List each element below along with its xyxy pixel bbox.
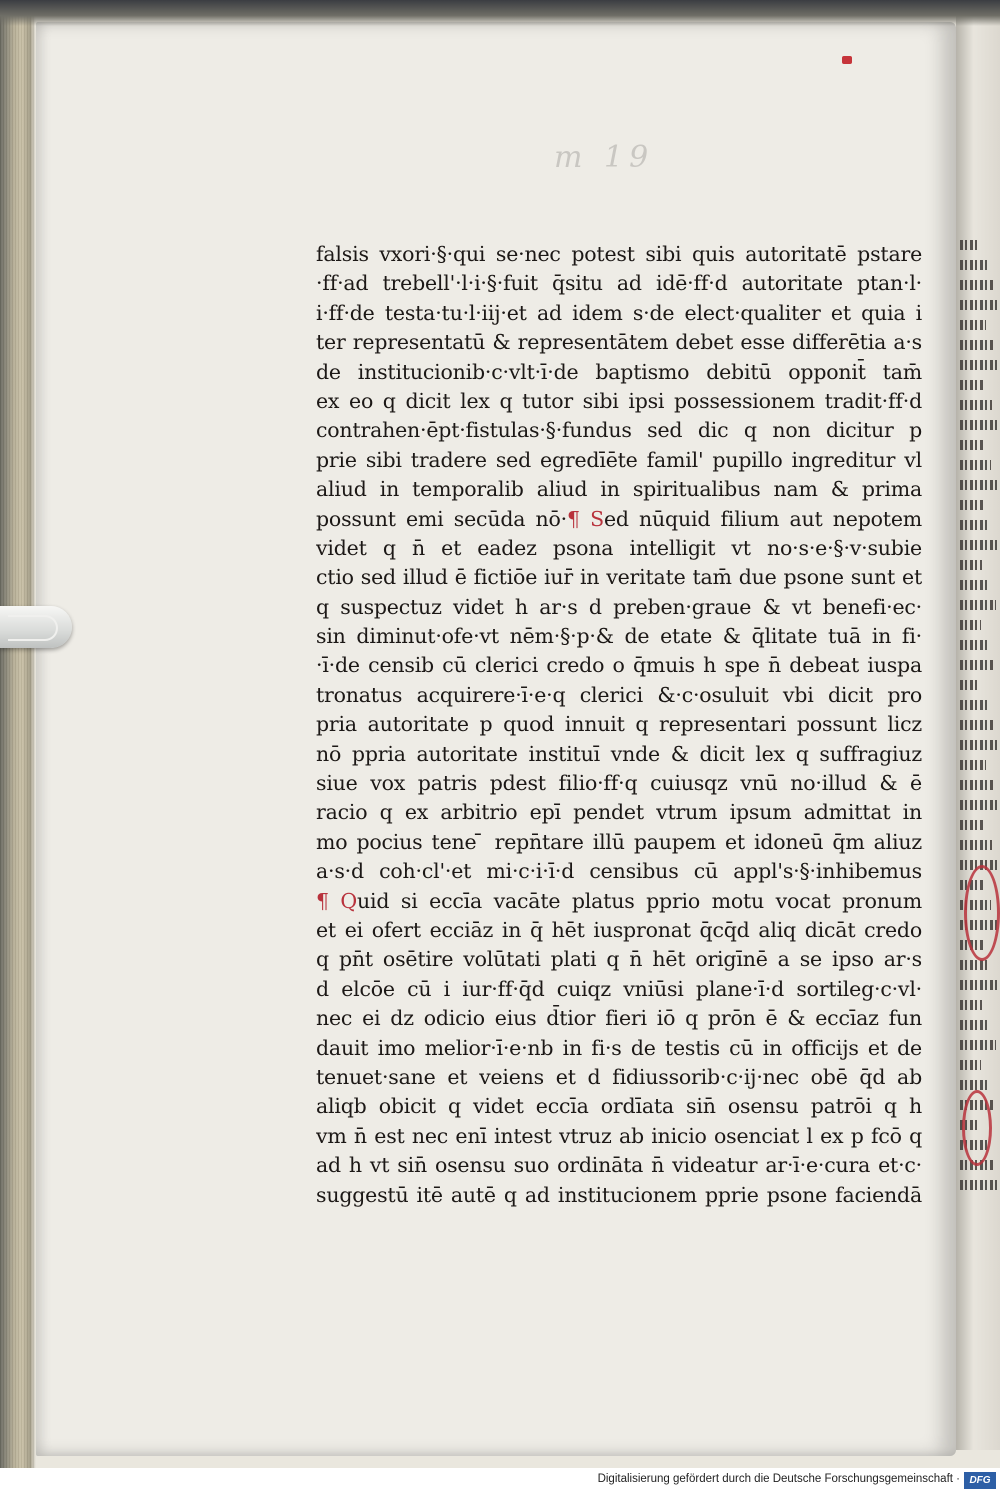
facing-page-line [960,360,1000,370]
facing-page-line [960,540,997,550]
facing-page-line [960,440,984,450]
facing-page-red-initial [964,865,1000,961]
text-line: ·ī·de censib cū clerici credo o q̄muis h spe n̄ debeat iuspa [316,653,922,678]
facing-page-line [960,1080,988,1090]
text-line: a·s·d coh·cl'·et mi·c·i·ī·d censibus cū appl's·§·inhibemus [316,859,922,884]
text-line [316,505,922,534]
facing-page-line [960,300,1000,310]
text-line: prie sibi tradere sed egredīēte famil' pupillo ingreditur vl [316,447,922,472]
facing-page-line [960,1020,989,1030]
funding-notice: Digitalisierung gefördert durch die Deutsche Forschungsgemeinschaft · [597,1473,960,1485]
facing-page-line [960,340,993,350]
facing-page-line [960,760,986,770]
facing-page-line [960,1060,981,1070]
facing-page-line [960,780,993,790]
text-line: nec ei dz odicio eius d̄tior fieri iō q prōn ē & eccīaz fun [316,1006,922,1031]
facing-page-line [960,1040,996,1050]
text-line: aliqb obicit q videt eccīa ordīata sin̄ osensu patrōi q h [316,1094,922,1119]
text-line: aliud in temporalib aliud in spiritualibus nam & prima [316,477,922,502]
facing-page-line [960,820,985,830]
rubricated-initial: ¶ Q [316,888,358,913]
facing-page-line [960,1180,1000,1190]
dfg-logo-icon: DFG [964,1472,996,1489]
facing-page-line [960,600,996,610]
facing-page-line [960,400,992,410]
facing-page-line [960,840,992,850]
text-line: pria autoritate p quod innuit q representari possunt licz [316,712,922,737]
facing-page-line [960,720,994,730]
text-line: tenuet·sane et veiens et d fidiussorib·c·ij·nec obē q̄d ab [316,1064,922,1089]
line-segment: uid si eccīa vacāte platus pprio motu vocat pronum [357,888,922,913]
text-line: dauit imo melior·ī·e·nb in fi·s de testis cū in officijs et de [316,1035,922,1060]
facing-page-red-initial [962,1090,992,1166]
text-line: ctio sed illud ē fictiōe iur̄ in veritate tam̄ due psone sunt et [316,565,922,590]
text-line: sin diminut·ofe·vt nēm·§·p·& de etate & q̄litate tuā in fi· [316,624,922,649]
pencil-annotation: m 19 [554,140,655,175]
text-line: i·ff·de testa·tu·l·iij·et ad idem s·de elect·qualiter et quia i [316,300,922,325]
text-line: contrahen·ēpt·fistulas·§·fundus sed dic q non dicitur p [316,418,922,443]
text-line: vm n̄ est nec enī intest vtruz ab inicio osenciat l ex p fcō q [316,1123,922,1148]
facing-page-line [960,520,990,530]
text-line: ter representatū & representātem debet esse differētia a·s [316,330,922,355]
text-line: tronatus acquirere·ī·e·q clerici &·c·osuluit vbi dicit pro [316,682,922,707]
facing-page-line [960,380,985,390]
facing-page-line [960,260,987,270]
facing-page-line [960,980,997,990]
text-line: de institucionib·c·vlt·ī·de baptismo debitū opponit̄ tam̄ [316,359,922,384]
text-line: ad h vt sin̄ osensu suo ordināta n̄ videatur ar·ī·e·cura et·c· [316,1153,922,1178]
text-line: q suspectuz videt h ar·s d preben·graue & vt benefi·ec· [316,594,922,619]
facing-page-line [960,480,998,490]
facing-page-line [960,660,995,670]
text-line: siue vox patris pdest filio·ff·q cuiusqz vnū no·illud & ē [316,771,922,796]
rubricated-initial: ¶ S [566,506,604,531]
facing-page-line [960,460,991,470]
line-segment: possunt emi secūda nō· [316,506,567,531]
facing-page-line [960,580,989,590]
text-line: racio q ex arbitrio epī pendet vtrum ipsum admittat in [316,800,922,825]
facing-page-line [960,740,1000,750]
facing-page-line [960,620,981,630]
text-line: q pn̄t osētire volūtati plati q n̄ hēt origīnē a se ipso ar·s [316,947,922,972]
text-line: mo pocius tene ̄ repn̄tare illū paupem et idoneū q̄m aliuz [316,829,922,854]
text-line: ·ff·ad trebell'·l·i·§·fuit q̄situ ad idē·ff·d autoritate ptan·l· [316,271,922,296]
book-fore-edge [0,0,36,1468]
facing-page-line [960,700,987,710]
text-line: et ei ofert ecciāz in q̄ hēt iuspronat q̄cq̄d aliq dicāt credo [316,917,922,942]
text-line: suggestū itē autē q ad institucionem pprie psone faciendā [316,1182,922,1207]
facing-page-line [960,1000,982,1010]
text-line [316,887,922,916]
text-line: d elcōe cū i iur·ff·q̄d cuiqz vniūsi plane·ī·d sortileg·c·vl· [316,976,922,1001]
text-line: falsis vxori·§·qui se·nec potest sibi quis autoritatē pstare [316,242,922,266]
page-clip [0,606,72,648]
facing-page-line [960,500,983,510]
text-column [316,240,922,1210]
facing-page-line [960,560,982,570]
text-line: nō ppria autoritate instituī vnde & dicit lex q suffragiuz [316,741,922,766]
facing-page-line [960,280,994,290]
facing-page-line [960,800,1000,810]
facing-page-line [960,240,980,250]
text-line: videt q n̄ et eadez psona intelligit vt no·s·e·§·v·subie [316,535,922,560]
line-segment: ed nūquid filium aut nepotem [603,506,922,531]
footer-bar [0,1468,1000,1494]
facing-page-line [960,960,990,970]
facing-page-line [960,680,980,690]
facing-page-line [960,640,988,650]
facing-page-line [960,320,986,330]
red-ink-mark [842,56,852,64]
facing-page-edge [956,10,1000,1450]
facing-page-line [960,420,999,430]
top-shadow [0,0,1000,26]
text-line: ex eo q dicit lex q tutor sibi ipsi possessionem tradit·ff·d [316,388,922,413]
